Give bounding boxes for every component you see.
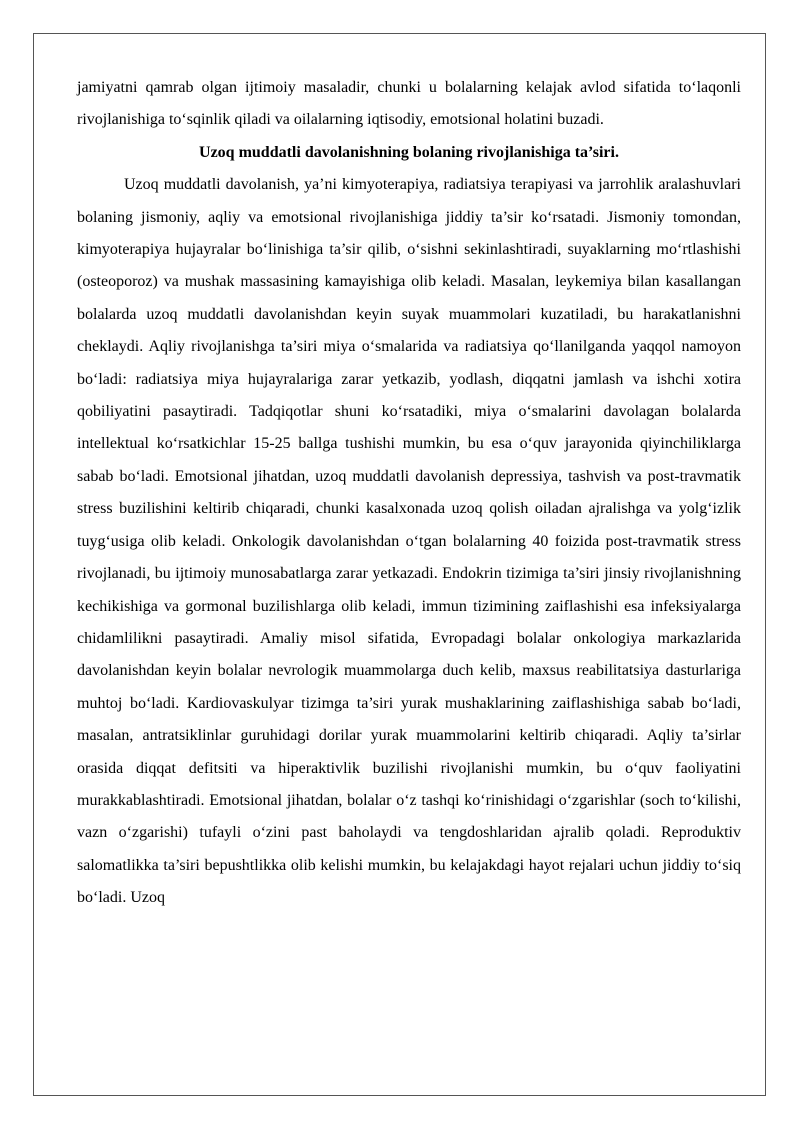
body-paragraph: Uzoq muddatli davolanish, ya’ni kimyoterapiya, radiatsiya terapiyasi va jarrohlik aralashuvlari bolaning jismoniy, aqliy va emotsional rivojlanishiga jiddiy ta’sir ko‘rsatadi. Jismoniy tomondan, kimyoterapiya hujayralar bo‘linishiga ta’sir qilib, o‘sishni sekinlashtiradi, suyaklarning mo‘rtlashishi (osteoporoz) va mushak massasining kamayishiga olib keladi. Masalan, leykemiya bilan kasallangan bolalarda uzoq muddatli davolanishdan keyin suyak muammolari kuzatiladi, bu harakatlanishni cheklaydi. Aqliy rivojlanishga ta’siri miya o‘smalarida va radiatsiya qo‘llanilganda yaqqol namoyon bo‘ladi: radiatsiya miya hujayralariga zarar yetkazib, yodlash, diqqatni jamlash va ishchi xotira qobiliyatini pasaytiradi. Tadqiqotlar shuni ko‘rsatadiki, miya o‘smalarini davolagan bolalarda intellektual ko‘rsatkichlar 15-25 ballga tushishi mumkin, bu esa o‘quv jarayonida qiyinchiliklarga sabab bo‘ladi. Emotsional jihatdan, uzoq muddatli davolanish depressiya, tashvish va post-travmatik stress buzilishini keltirib chiqaradi, chunki kasalxonada uzoq qolish oiladan ajralishga va yolg‘izlik tuyg‘usiga olib keladi. Onkologik davolanishdan o‘tgan bolalarning 40 foizida post-travmatik stress rivojlanadi, bu ijtimoiy munosabatlarga zarar yetkazadi. Endokrin tizimiga ta’siri jinsiy rivojlanishning kechikishiga va gormonal buzilishlarga olib keladi, immun tizimining zaiflashishi esa infeksiyalarga chidamlilikni pasaytiradi. Amaliy misol sifatida, Evropadagi bolalar onkologiya markazlarida davolanishdan keyin bolalar nevrologik muammolarga duch kelib, maxsus reabilitatsiya dasturlariga muhtoj bo‘ladi. Kardiovaskulyar tizimga ta’siri yurak mushaklarining zaiflashishiga sabab bo‘ladi, masalan, antratsiklinlar guruhidagi dorilar yurak muammolarini keltirib chiqaradi. Aqliy ta’sirlar orasida diqqat defitsiti va hiperaktivlik buzilishi rivojlanishi mumkin, bu o‘quv faoliyatini murakkablashtiradi. Emotsional jihatdan, bolalar o‘z tashqi ko‘rinishidagi o‘zgarishlar (soch to‘kilishi, vazn o‘zgarishi) tufayli o‘zini past baholaydi va tengdoshlaridan ajralib qoladi. Reproduktiv salomatlikka ta’siri bepushtlikka olib kelishi mumkin, bu kelajakdagi hayot rejalari uchun jiddiy to‘siq bo‘ladi. Uzoq [77, 176, 741, 907]
document-body [77, 72, 741, 915]
continuation-paragraph: jamiyatni qamrab olgan ijtimoiy masaladir, chunki u bolalarning kelajak avlod sifatida to‘laqonli rivojlanishiga to‘sqinlik qiladi va oilalarning iqtisodiy, emotsional holatini buzadi. [77, 79, 741, 129]
section-heading: Uzoq muddatli davolanishning bolaning rivojlanishiga ta’siri. [199, 143, 619, 161]
